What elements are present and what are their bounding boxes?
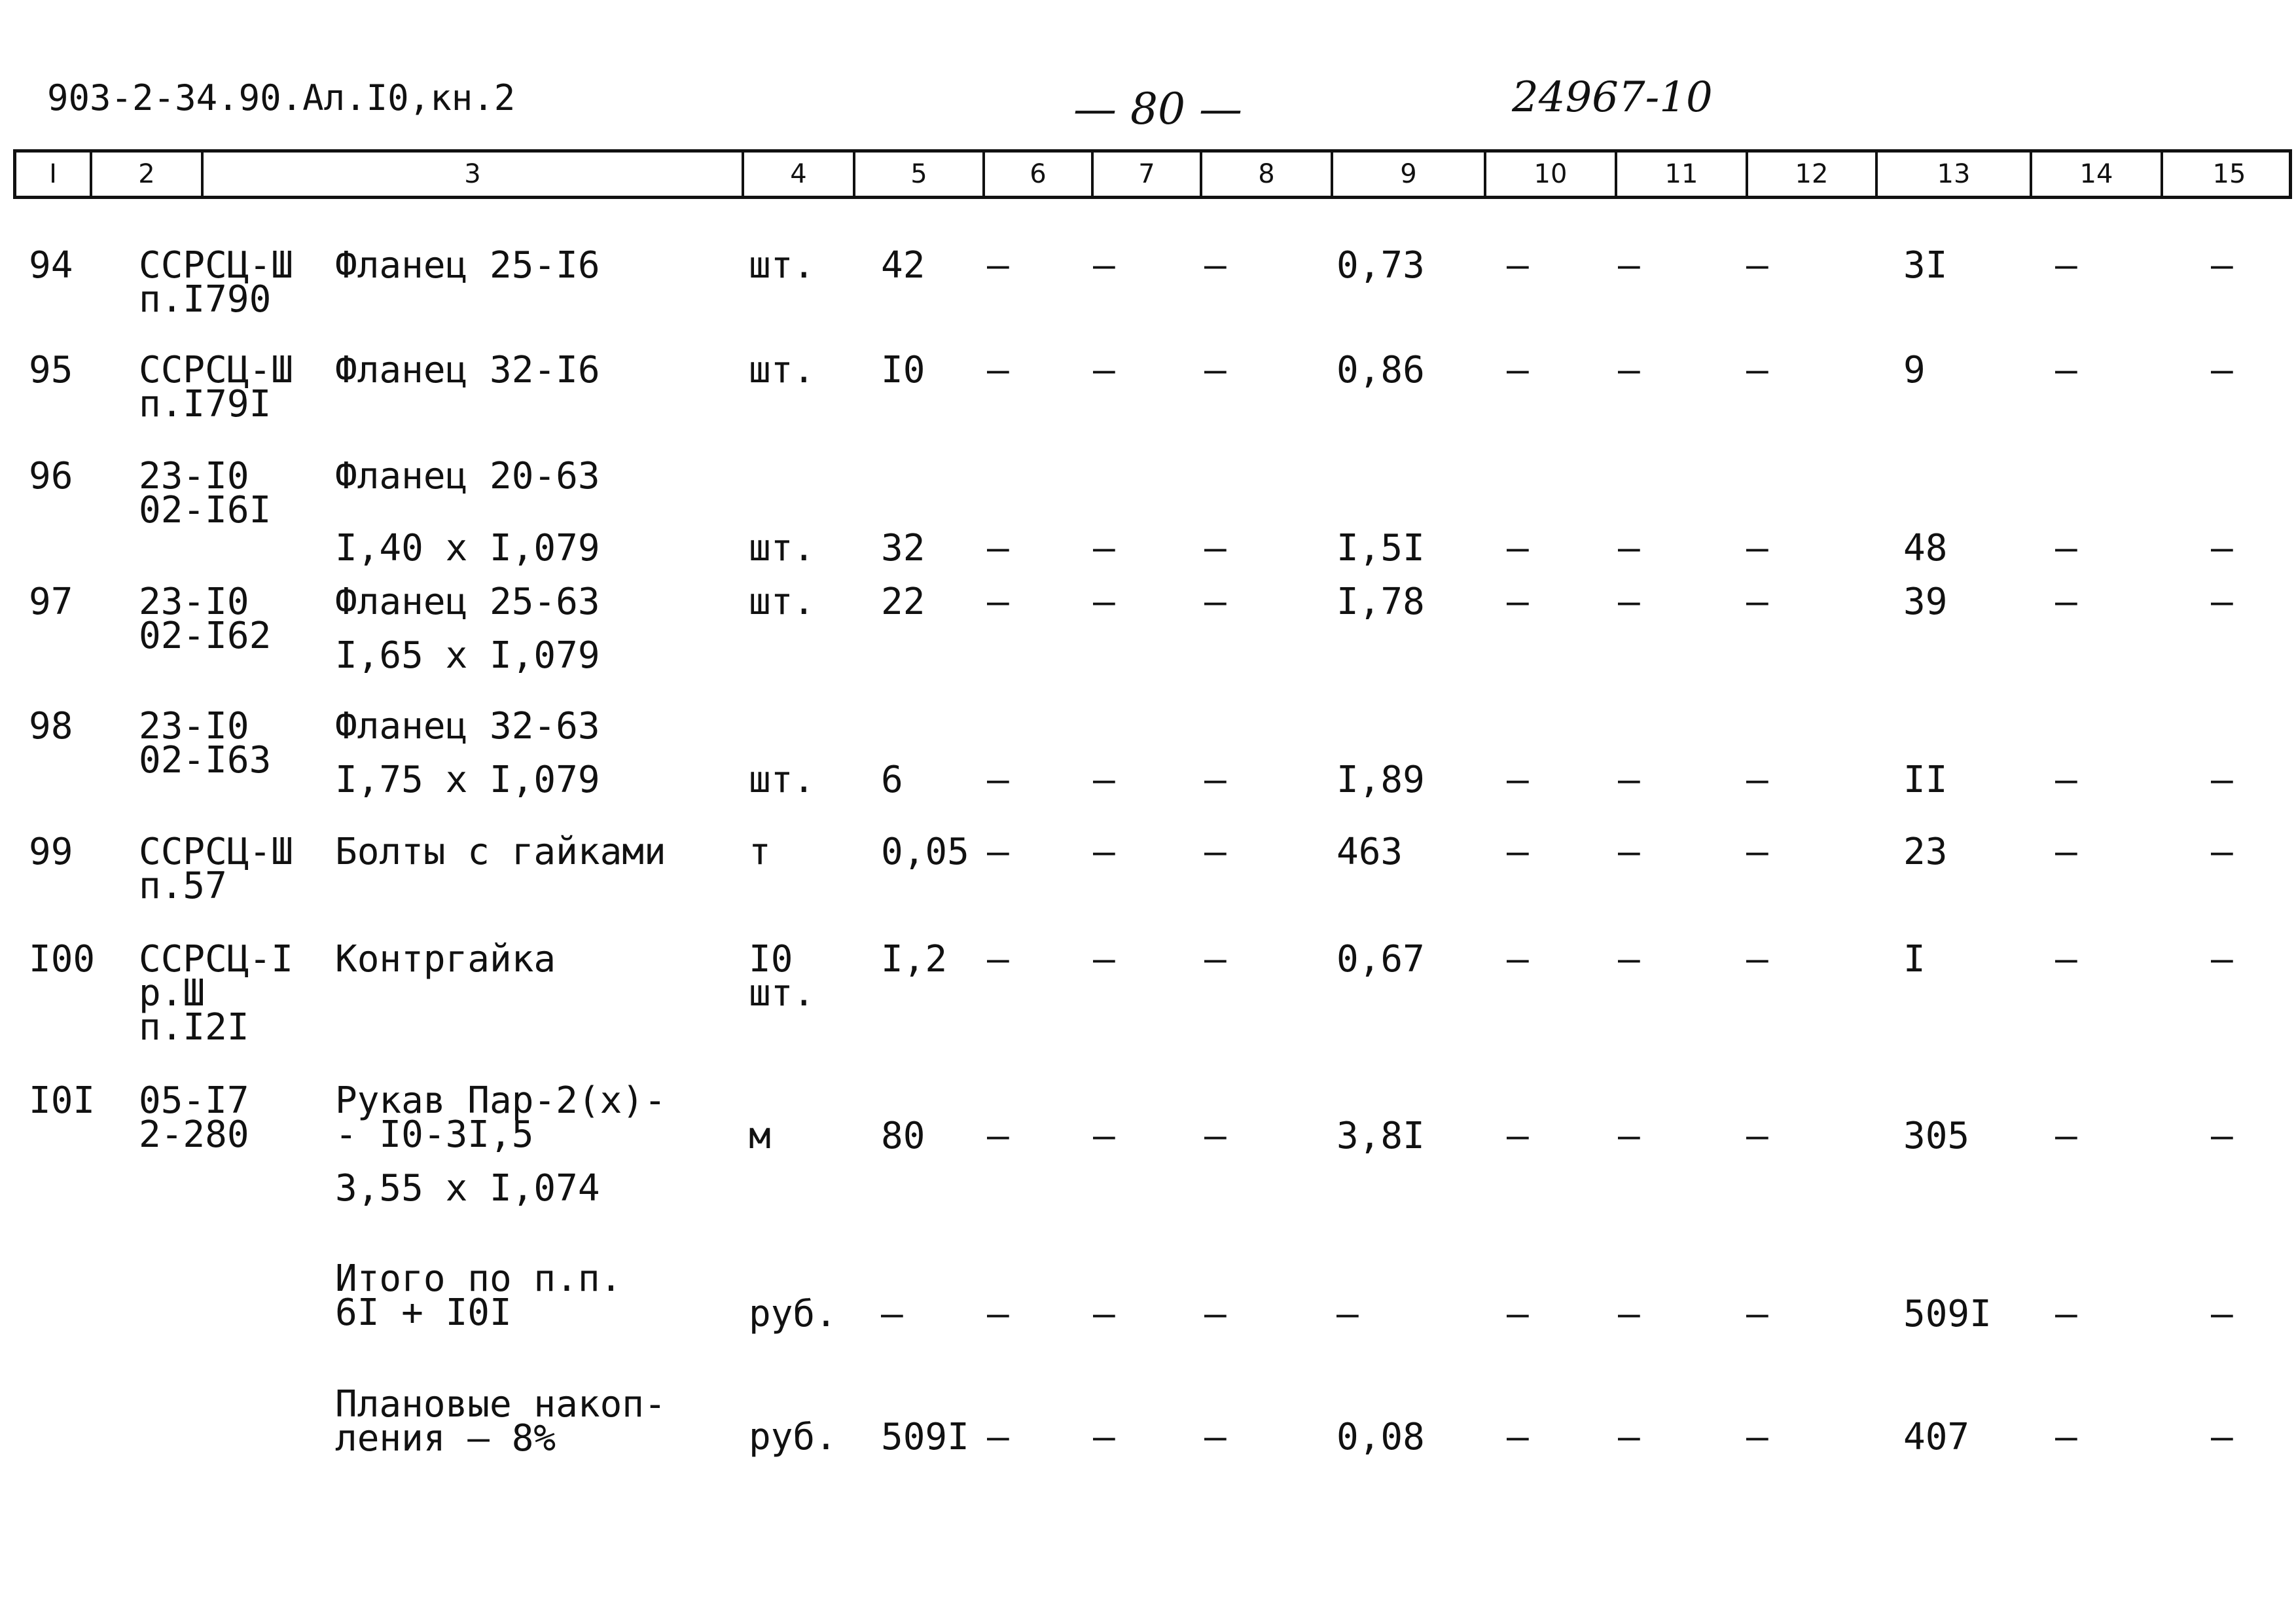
- column-header-7: 7: [1091, 153, 1200, 196]
- cell-col-11: –: [1618, 831, 1640, 873]
- cell-col-5: 509I: [881, 1416, 969, 1458]
- column-header-15: 15: [2161, 153, 2295, 196]
- item-name: Фланец 20-63: [335, 455, 600, 497]
- row-number: 99: [29, 831, 73, 873]
- cell-col-5: 6: [881, 759, 903, 801]
- cell-col-8: –: [1204, 527, 1227, 569]
- cell-col-7: –: [1093, 1293, 1115, 1335]
- cell-col-9: 463: [1336, 831, 1403, 873]
- cell-col-8: –: [1204, 349, 1227, 391]
- column-header-14: 14: [2030, 153, 2161, 196]
- cell-col-5: I,2: [881, 938, 948, 981]
- column-header-10: 10: [1484, 153, 1615, 196]
- unit-of-measure: шт.: [749, 244, 816, 287]
- cell-col-12: –: [1746, 581, 1768, 623]
- cell-col-10: –: [1507, 1115, 1529, 1157]
- cell-col-8: –: [1204, 244, 1227, 287]
- cell-col-14: –: [2055, 759, 2077, 801]
- cell-col-15: –: [2211, 527, 2233, 569]
- item-coefficient: I,40 x I,079: [335, 527, 600, 569]
- cell-col-13: 305: [1903, 1115, 1970, 1157]
- cell-col-6: –: [987, 581, 1009, 623]
- cell-col-7: –: [1093, 759, 1115, 801]
- cell-col-6: –: [987, 1115, 1009, 1157]
- cell-col-9: 3,8I: [1336, 1115, 1425, 1157]
- unit-of-measure: т: [749, 831, 771, 873]
- cell-col-11: –: [1618, 1115, 1640, 1157]
- cell-col-11: –: [1618, 1293, 1640, 1335]
- cell-col-7: –: [1093, 1115, 1115, 1157]
- cell-col-9: 0,67: [1336, 938, 1425, 981]
- cell-col-12: –: [1746, 349, 1768, 391]
- column-header-row: [13, 149, 2292, 199]
- cell-col-13: 23: [1903, 831, 1948, 873]
- item-name: Фланец 32-63: [335, 705, 600, 748]
- cell-col-12: –: [1746, 831, 1768, 873]
- column-header-4: 4: [742, 153, 853, 196]
- unit-of-measure: руб.: [749, 1293, 837, 1335]
- cell-col-14: –: [2055, 244, 2077, 287]
- cell-col-15: –: [2211, 349, 2233, 391]
- cell-col-6: –: [987, 527, 1009, 569]
- cell-col-8: –: [1204, 1416, 1227, 1458]
- unit-of-measure: шт.: [749, 759, 816, 801]
- row-number: 97: [29, 581, 73, 623]
- cell-col-10: –: [1507, 1293, 1529, 1335]
- cell-col-14: –: [2055, 527, 2077, 569]
- norm-code: 23-I0 02-I6I: [139, 455, 272, 532]
- cell-col-9: I,5I: [1336, 527, 1425, 569]
- unit-of-measure: м: [749, 1115, 771, 1157]
- cell-col-9: 0,86: [1336, 349, 1425, 391]
- cell-col-15: –: [2211, 1115, 2233, 1157]
- cell-col-7: –: [1093, 349, 1115, 391]
- cell-col-6: –: [987, 349, 1009, 391]
- cell-col-8: –: [1204, 1293, 1227, 1335]
- cell-col-10: –: [1507, 581, 1529, 623]
- cell-col-5: 32: [881, 527, 925, 569]
- cell-col-5: 80: [881, 1115, 925, 1157]
- unit-of-measure: руб.: [749, 1416, 837, 1458]
- cell-col-6: –: [987, 244, 1009, 287]
- column-header-9: 9: [1331, 153, 1484, 196]
- cell-col-15: –: [2211, 759, 2233, 801]
- norm-code: 23-I0 02-I62: [139, 581, 272, 657]
- cell-col-7: –: [1093, 938, 1115, 981]
- cell-col-14: –: [2055, 831, 2077, 873]
- item-name: Болты с гайками: [335, 831, 666, 873]
- cell-col-12: –: [1746, 527, 1768, 569]
- cell-col-6: –: [987, 831, 1009, 873]
- cell-col-8: –: [1204, 759, 1227, 801]
- row-number: 98: [29, 705, 73, 748]
- cell-col-11: –: [1618, 581, 1640, 623]
- cell-col-11: –: [1618, 759, 1640, 801]
- cell-col-13: II: [1903, 759, 1948, 801]
- cell-col-10: –: [1507, 831, 1529, 873]
- cell-col-12: –: [1746, 759, 1768, 801]
- item-name: Фланец 25-I6: [335, 244, 600, 287]
- norm-code: 05-I7 2-280: [139, 1079, 249, 1156]
- cell-col-15: –: [2211, 244, 2233, 287]
- cell-col-14: –: [2055, 1293, 2077, 1335]
- cell-col-15: –: [2211, 831, 2233, 873]
- cell-col-11: –: [1618, 244, 1640, 287]
- cell-col-10: –: [1507, 1416, 1529, 1458]
- column-header-6: 6: [982, 153, 1091, 196]
- cell-col-10: –: [1507, 938, 1529, 981]
- cell-col-5: 42: [881, 244, 925, 287]
- norm-code: ССРСЦ-Ш п.I790: [139, 244, 294, 321]
- column-header-1: I: [49, 159, 57, 189]
- item-coefficient: 3,55 x I,074: [335, 1167, 600, 1210]
- row-number: 94: [29, 244, 73, 287]
- cell-col-13: I: [1903, 938, 1926, 981]
- cell-col-13: 39: [1903, 581, 1948, 623]
- cell-col-14: –: [2055, 1115, 2077, 1157]
- cell-col-12: –: [1746, 1115, 1768, 1157]
- cell-col-14: –: [2055, 349, 2077, 391]
- cell-col-11: –: [1618, 349, 1640, 391]
- item-name: Рукав Пар-2(x)- - I0-3I,5: [335, 1079, 666, 1156]
- item-name: Фланец 32-I6: [335, 349, 600, 391]
- item-coefficient: I,65 x I,079: [335, 634, 600, 677]
- cell-col-12: –: [1746, 1293, 1768, 1335]
- cell-col-13: 3I: [1903, 244, 1948, 287]
- item-name: Фланец 25-63: [335, 581, 600, 623]
- item-name: Контргайка: [335, 938, 556, 981]
- row-number: 95: [29, 349, 73, 391]
- column-header-12: 12: [1746, 153, 1875, 196]
- cell-col-9: 0,08: [1336, 1416, 1425, 1458]
- cell-col-9: 0,73: [1336, 244, 1425, 287]
- unit-of-measure: шт.: [749, 349, 816, 391]
- page-number: — 80 —: [1073, 84, 1242, 134]
- column-header-13: 13: [1875, 153, 2030, 196]
- cell-col-8: –: [1204, 581, 1227, 623]
- unit-of-measure: I0 шт.: [749, 938, 816, 1015]
- cell-col-10: –: [1507, 244, 1529, 287]
- cell-col-11: –: [1618, 527, 1640, 569]
- cell-col-13: 9: [1903, 349, 1926, 391]
- norm-code: ССРСЦ-Ш п.57: [139, 831, 294, 907]
- cell-col-7: –: [1093, 1416, 1115, 1458]
- cell-col-10: –: [1507, 349, 1529, 391]
- cell-col-5: 0,05: [881, 831, 969, 873]
- row-number: I0I: [29, 1079, 96, 1122]
- cell-col-12: –: [1746, 244, 1768, 287]
- unit-of-measure: шт.: [749, 581, 816, 623]
- cell-col-14: –: [2055, 581, 2077, 623]
- cell-col-10: –: [1507, 527, 1529, 569]
- cell-col-7: –: [1093, 527, 1115, 569]
- cell-col-9: –: [1336, 1293, 1359, 1335]
- cell-col-8: –: [1204, 1115, 1227, 1157]
- column-header-11: 11: [1615, 153, 1746, 196]
- cell-col-15: –: [2211, 581, 2233, 623]
- column-header-5: 5: [853, 153, 982, 196]
- cell-col-13: 407: [1903, 1416, 1970, 1458]
- cell-col-9: I,89: [1336, 759, 1425, 801]
- cell-col-15: –: [2211, 938, 2233, 981]
- row-number: I00: [29, 938, 96, 981]
- cell-col-8: –: [1204, 831, 1227, 873]
- cell-col-12: –: [1746, 938, 1768, 981]
- cell-col-5: –: [881, 1293, 903, 1335]
- cell-col-10: –: [1507, 759, 1529, 801]
- cell-col-6: –: [987, 938, 1009, 981]
- cell-col-7: –: [1093, 244, 1115, 287]
- cell-col-11: –: [1618, 938, 1640, 981]
- document-code: 903-2-34.90.Ал.I0,кн.2: [47, 77, 516, 118]
- item-name: Итого по п.п. 6I + I0I: [335, 1257, 622, 1334]
- norm-code: ССРСЦ-Ш п.I79I: [139, 349, 294, 425]
- row-number: 96: [29, 455, 73, 497]
- cell-col-12: –: [1746, 1416, 1768, 1458]
- cell-col-15: –: [2211, 1293, 2233, 1335]
- column-header-2: 2: [90, 153, 201, 196]
- cell-col-7: –: [1093, 831, 1115, 873]
- cell-col-13: 509I: [1903, 1293, 1992, 1335]
- item-name: Плановые накоп- ления – 8%: [335, 1383, 666, 1460]
- cell-col-7: –: [1093, 581, 1115, 623]
- norm-code: ССРСЦ-I р.Ш п.I2I: [139, 938, 294, 1049]
- item-coefficient: I,75 x I,079: [335, 759, 600, 801]
- unit-of-measure: шт.: [749, 527, 816, 569]
- archive-number: 24967-10: [1512, 73, 1713, 122]
- norm-code: 23-I0 02-I63: [139, 705, 272, 782]
- cell-col-8: –: [1204, 938, 1227, 981]
- cell-col-9: I,78: [1336, 581, 1425, 623]
- column-header-8: 8: [1200, 153, 1331, 196]
- cell-col-6: –: [987, 1416, 1009, 1458]
- cell-col-11: –: [1618, 1416, 1640, 1458]
- cell-col-14: –: [2055, 938, 2077, 981]
- cell-col-15: –: [2211, 1416, 2233, 1458]
- cell-col-5: 22: [881, 581, 925, 623]
- cell-col-5: I0: [881, 349, 925, 391]
- column-header-3: 3: [201, 153, 742, 196]
- cell-col-6: –: [987, 759, 1009, 801]
- cell-col-14: –: [2055, 1416, 2077, 1458]
- cell-col-13: 48: [1903, 527, 1948, 569]
- cell-col-6: –: [987, 1293, 1009, 1335]
